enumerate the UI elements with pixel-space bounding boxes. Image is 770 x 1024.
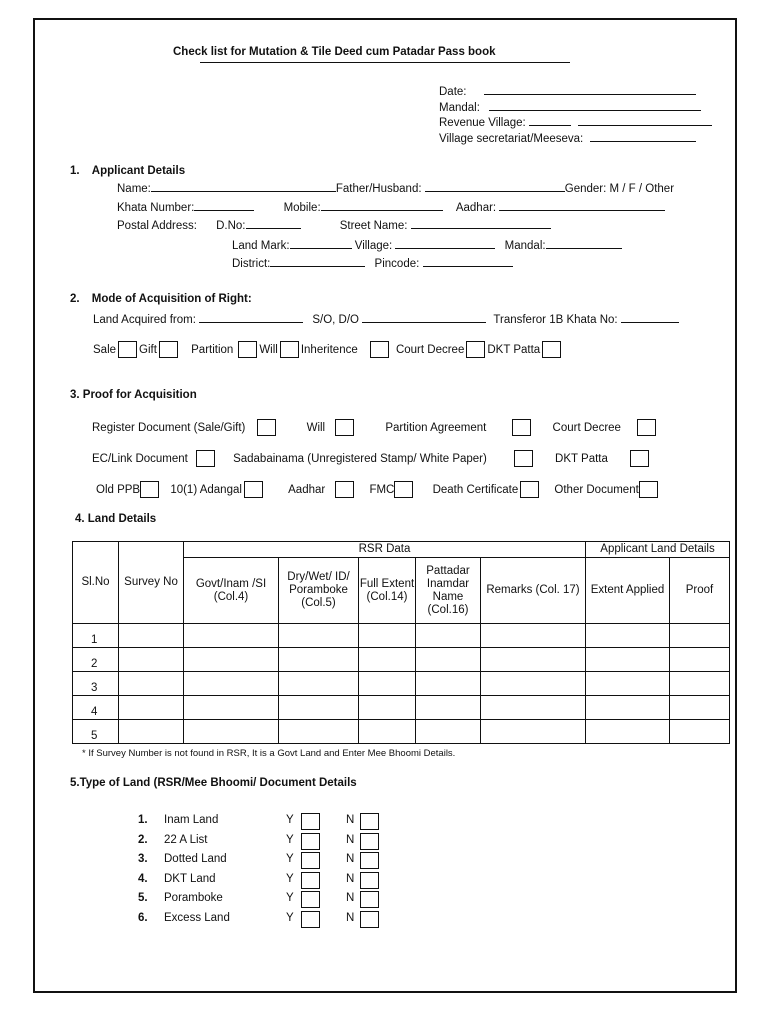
- item-number: 6.: [138, 911, 148, 924]
- yes-label: Y: [286, 892, 294, 904]
- section2-number: 2.: [70, 293, 80, 305]
- no-checkbox[interactable]: [360, 891, 379, 908]
- proof-will-label: Will: [306, 422, 326, 434]
- table-cell[interactable]: [359, 696, 416, 720]
- table-row: [73, 720, 730, 744]
- father-husband-label: Father/Husband:: [335, 183, 422, 195]
- option-partition-label: Partition: [191, 344, 234, 356]
- revenue-village-label: Revenue Village:: [439, 117, 526, 129]
- item-label: Inam Land: [164, 814, 219, 826]
- date-line[interactable]: [484, 84, 696, 95]
- proof-dkt-patta-checkbox[interactable]: [630, 450, 649, 467]
- so-do-label: S/O, D/O: [312, 314, 359, 326]
- option-inheritence-label: Inheritence: [300, 344, 358, 356]
- row-number: 1: [73, 624, 119, 648]
- table-row: [73, 648, 730, 672]
- row-number: 5: [73, 720, 119, 744]
- yes-checkbox[interactable]: [301, 911, 320, 928]
- proof-other-document-label: Other Document: [554, 484, 639, 496]
- table-cell[interactable]: [184, 624, 279, 648]
- table-cell[interactable]: [481, 672, 586, 696]
- acquired-row: [93, 312, 679, 326]
- landmark-row: [232, 238, 622, 252]
- land-type-row: [138, 813, 388, 833]
- col-slno-header: Sl.No: [73, 542, 119, 624]
- option-will-checkbox[interactable]: [280, 341, 299, 358]
- section5-heading: 5.Type of Land (RSR/Mee Bhoomi/ Document Details: [70, 777, 357, 789]
- date-label: Date:: [439, 86, 467, 98]
- yes-label: Y: [286, 833, 294, 846]
- mandal2-line[interactable]: [546, 238, 622, 249]
- proof-death-certificate-checkbox[interactable]: [520, 481, 539, 498]
- option-partition-checkbox[interactable]: [238, 341, 257, 358]
- section2-heading: [70, 293, 252, 305]
- proof-fmc-label: FMC: [369, 484, 395, 496]
- option-gift-label: Gift: [139, 344, 157, 356]
- village-secretariat-field[interactable]: [439, 131, 696, 145]
- mandal-line[interactable]: [489, 100, 701, 111]
- item-number: 5.: [138, 892, 148, 904]
- aadhar-line[interactable]: [499, 200, 665, 211]
- table-cell[interactable]: [670, 624, 730, 648]
- street-name-line[interactable]: [411, 218, 551, 229]
- item-label: Poramboke: [164, 892, 223, 904]
- survey-note: * If Survey Number is not found in RSR, It is a Govt Land and Enter Mee Bhoomi Details.: [82, 748, 456, 759]
- col-survey-header: Survey No: [119, 542, 184, 624]
- table-cell[interactable]: [279, 672, 359, 696]
- khata-number-label: Khata Number:: [117, 202, 195, 214]
- mandal-label: Mandal:: [439, 102, 480, 114]
- no-label: N: [346, 833, 355, 846]
- khata-row: [117, 200, 665, 214]
- transferor-label: Transferor 1B Khata No:: [493, 314, 618, 326]
- item-number: 3.: [138, 853, 148, 865]
- proof-will-checkbox[interactable]: [335, 419, 354, 436]
- proof-dkt-patta-label: DKT Patta: [555, 453, 608, 465]
- khata-number-line[interactable]: [194, 200, 254, 211]
- land-mark-line[interactable]: [290, 238, 352, 249]
- option-dkt-patta-checkbox[interactable]: [542, 341, 561, 358]
- table-cell[interactable]: [359, 720, 416, 744]
- item-number: 4.: [138, 872, 148, 885]
- proof-court-decree-label: Court Decree: [552, 422, 621, 434]
- land-type-row: [138, 911, 388, 931]
- table-cell[interactable]: [416, 672, 481, 696]
- table-cell[interactable]: [119, 720, 184, 744]
- table-cell[interactable]: [416, 624, 481, 648]
- district-line[interactable]: [270, 256, 365, 267]
- table-cell[interactable]: [119, 624, 184, 648]
- mobile-label: Mobile:: [283, 202, 321, 214]
- option-sale-label: Sale: [93, 344, 117, 356]
- table-cell[interactable]: [670, 696, 730, 720]
- row-number: 4: [73, 696, 119, 720]
- proof-sadabainama-checkbox[interactable]: [514, 450, 533, 467]
- revenue-village-line-2[interactable]: [578, 115, 712, 126]
- proof-old-ppb-label: Old PPB: [96, 484, 141, 496]
- col-dry-header: Dry/Wet/ ID/ Poramboke (Col.5): [279, 558, 359, 624]
- proof-aadhar-label: Aadhar: [288, 484, 326, 496]
- col-full-extent-header: Full Extent (Col.14): [359, 558, 416, 624]
- col-govt-header: Govt/Inam /SI (Col.4): [184, 558, 279, 624]
- table-cell[interactable]: [586, 648, 670, 672]
- title-underline: [200, 62, 570, 63]
- yes-checkbox[interactable]: [301, 813, 320, 830]
- village-label: Village:: [354, 240, 393, 252]
- proof-register-document-checkbox[interactable]: [257, 419, 276, 436]
- postal-address-label: Postal Address:: [117, 220, 197, 232]
- so-do-line[interactable]: [362, 312, 486, 323]
- proof-court-decree-checkbox[interactable]: [637, 419, 656, 436]
- land-mark-label: Land Mark:: [232, 240, 290, 252]
- street-name-label: Street Name:: [339, 220, 408, 232]
- item-label: 22 A List: [164, 833, 208, 846]
- name-row: [117, 181, 674, 195]
- table-cell[interactable]: [184, 672, 279, 696]
- table-cell[interactable]: [586, 624, 670, 648]
- table-cell[interactable]: [279, 720, 359, 744]
- proof-ec-link-label: EC/Link Document: [92, 453, 188, 465]
- yes-label: Y: [286, 853, 294, 865]
- table-cell[interactable]: [279, 624, 359, 648]
- page-title: Check list for Mutation & Tile Deed cum Patadar Pass book: [173, 46, 496, 58]
- table-row: [73, 696, 730, 720]
- table-cell[interactable]: [481, 696, 586, 720]
- section4-heading: 4. Land Details: [75, 513, 157, 525]
- father-husband-line[interactable]: [425, 181, 565, 192]
- revenue-village-field[interactable]: [439, 115, 712, 129]
- date-field[interactable]: [439, 84, 696, 98]
- table-cell[interactable]: [184, 720, 279, 744]
- proof-other-document-checkbox[interactable]: [639, 481, 658, 498]
- mobile-line[interactable]: [321, 200, 443, 211]
- table-cell[interactable]: [670, 648, 730, 672]
- table-cell[interactable]: [119, 672, 184, 696]
- name-line[interactable]: [151, 181, 336, 192]
- table-row: [73, 624, 730, 648]
- table-cell[interactable]: [481, 624, 586, 648]
- village-secretariat-label: Village secretariat/Meeseva:: [439, 133, 584, 145]
- village-secretariat-line[interactable]: [590, 131, 696, 142]
- pincode-label: Pincode:: [374, 258, 420, 270]
- dno-line[interactable]: [246, 218, 301, 229]
- col-remarks-header: Remarks (Col. 17): [481, 558, 586, 624]
- item-label: Excess Land: [164, 911, 230, 924]
- table-cell[interactable]: [184, 696, 279, 720]
- gender-label[interactable]: Gender: M / F / Other: [564, 183, 675, 195]
- option-court-decree-label: Court Decree: [395, 344, 465, 356]
- no-checkbox[interactable]: [360, 813, 379, 830]
- land-acquired-from-label: Land Acquired from:: [93, 314, 196, 326]
- proof-death-certificate-label: Death Certificate: [432, 484, 519, 496]
- table-cell[interactable]: [119, 696, 184, 720]
- table-row: [73, 672, 730, 696]
- table-cell[interactable]: [416, 720, 481, 744]
- table-cell[interactable]: [184, 648, 279, 672]
- no-label: N: [346, 814, 355, 826]
- section2-title: Mode of Acquisition of Right:: [91, 293, 252, 305]
- land-details-table: [72, 541, 730, 744]
- no-checkbox[interactable]: [360, 872, 379, 889]
- proof-adangal-checkbox[interactable]: [244, 481, 263, 498]
- proof-row-3: [96, 480, 660, 500]
- postal-row: [117, 218, 551, 232]
- no-checkbox[interactable]: [360, 852, 379, 869]
- proof-row-1: [92, 418, 658, 438]
- option-dkt-patta-label: DKT Patta: [487, 344, 541, 356]
- pincode-line[interactable]: [423, 256, 513, 267]
- option-will-label: Will: [259, 344, 278, 356]
- land-type-row: [138, 872, 388, 892]
- yes-checkbox[interactable]: [301, 872, 320, 889]
- section1-number: 1.: [70, 165, 80, 177]
- item-number: 1.: [138, 814, 148, 826]
- table-cell[interactable]: [119, 648, 184, 672]
- dno-label: D.No:: [216, 220, 246, 232]
- row-number: 3: [73, 672, 119, 696]
- revenue-village-line-1[interactable]: [529, 115, 571, 126]
- proof-fmc-checkbox[interactable]: [394, 481, 413, 498]
- district-label: District:: [232, 258, 271, 270]
- no-label: N: [346, 853, 355, 865]
- row-number: 2: [73, 648, 119, 672]
- yes-checkbox[interactable]: [301, 833, 320, 850]
- proof-aadhar-checkbox[interactable]: [335, 481, 354, 498]
- no-label: N: [346, 911, 355, 924]
- option-court-decree-checkbox[interactable]: [466, 341, 485, 358]
- option-gift-checkbox[interactable]: [159, 341, 178, 358]
- item-number: 2.: [138, 833, 148, 846]
- table-cell[interactable]: [359, 672, 416, 696]
- aadhar-label: Aadhar:: [455, 202, 497, 214]
- applicant-land-details-header: Applicant Land Details: [586, 542, 730, 558]
- option-sale-checkbox[interactable]: [118, 341, 137, 358]
- yes-checkbox[interactable]: [301, 852, 320, 869]
- table-cell[interactable]: [586, 672, 670, 696]
- item-label: DKT Land: [164, 872, 216, 885]
- proof-register-document-label: Register Document (Sale/Gift): [92, 422, 246, 434]
- yes-label: Y: [286, 814, 294, 826]
- name-label: Name:: [117, 183, 151, 195]
- no-checkbox[interactable]: [360, 911, 379, 928]
- land-acquired-from-line[interactable]: [199, 312, 303, 323]
- table-cell[interactable]: [481, 648, 586, 672]
- table-cell[interactable]: [586, 696, 670, 720]
- table-cell[interactable]: [586, 720, 670, 744]
- rsr-data-header: RSR Data: [184, 542, 586, 558]
- proof-ec-link-checkbox[interactable]: [196, 450, 215, 467]
- proof-adangal-label: 10(1) Adangal: [170, 484, 242, 496]
- proof-sadabainama-label: Sadabainama (Unregistered Stamp/ White Paper): [233, 453, 487, 465]
- land-type-row: [138, 891, 388, 911]
- section1-title: Applicant Details: [91, 165, 186, 177]
- table-cell[interactable]: [670, 672, 730, 696]
- land-type-list: [138, 813, 388, 930]
- yes-label: Y: [286, 911, 294, 924]
- col-pattadar-header: Pattadar Inamdar Name (Col.16): [416, 558, 481, 624]
- section1-heading: [70, 165, 185, 177]
- table-cell[interactable]: [359, 624, 416, 648]
- table-cell[interactable]: [416, 648, 481, 672]
- no-label: N: [346, 892, 355, 904]
- proof-row-2: [92, 449, 651, 469]
- no-label: N: [346, 872, 355, 885]
- transferor-line[interactable]: [621, 312, 679, 323]
- district-row: [232, 256, 513, 270]
- land-type-row: [138, 852, 388, 872]
- col-proof-header: Proof: [670, 558, 730, 624]
- section3-heading: 3. Proof for Acquisition: [70, 389, 197, 401]
- table-cell[interactable]: [359, 648, 416, 672]
- option-inheritence-checkbox[interactable]: [370, 341, 389, 358]
- yes-label: Y: [286, 872, 294, 885]
- no-checkbox[interactable]: [360, 833, 379, 850]
- table-cell[interactable]: [670, 720, 730, 744]
- mandal2-label: Mandal:: [504, 240, 546, 252]
- table-cell[interactable]: [481, 720, 586, 744]
- acquisition-options: [93, 340, 563, 360]
- table-cell[interactable]: [279, 648, 359, 672]
- table-cell[interactable]: [416, 696, 481, 720]
- proof-partition-agreement-checkbox[interactable]: [512, 419, 531, 436]
- yes-checkbox[interactable]: [301, 891, 320, 908]
- village-line[interactable]: [395, 238, 495, 249]
- proof-old-ppb-checkbox[interactable]: [140, 481, 159, 498]
- item-label: Dotted Land: [164, 853, 227, 865]
- table-cell[interactable]: [279, 696, 359, 720]
- proof-partition-agreement-label: Partition Agreement: [385, 422, 487, 434]
- land-type-row: [138, 833, 388, 853]
- col-extent-applied-header: Extent Applied: [586, 558, 670, 624]
- mandal-field[interactable]: [439, 100, 701, 114]
